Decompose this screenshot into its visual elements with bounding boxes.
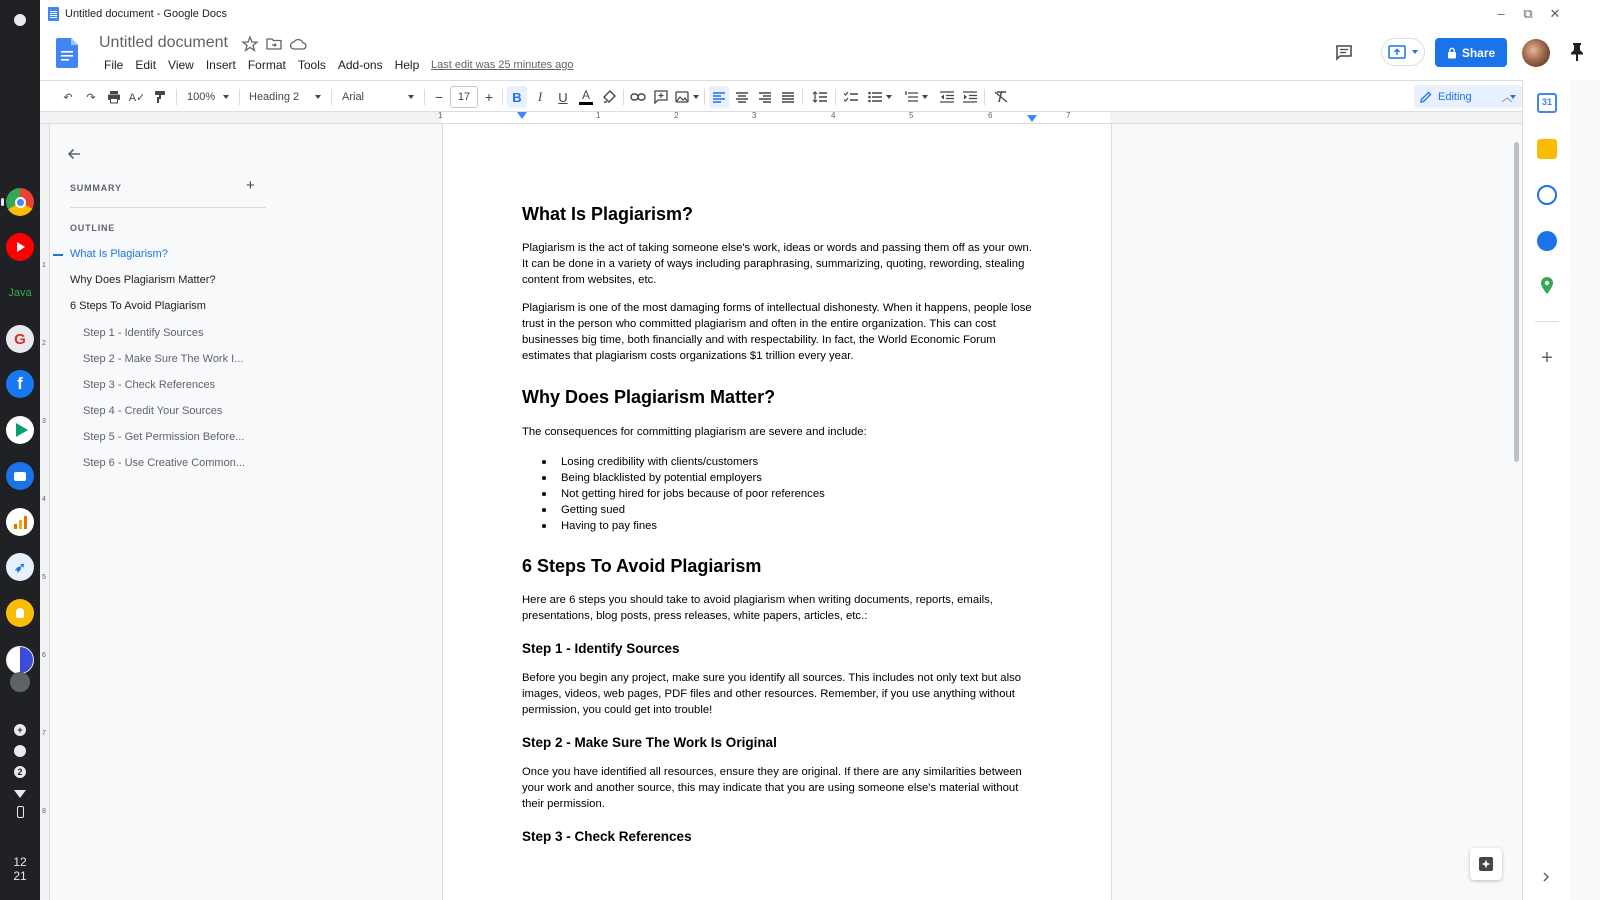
calendar-icon[interactable]: 31 [1537, 93, 1557, 113]
ruler-number: 8 [42, 808, 46, 815]
running-indicator [1, 198, 4, 206]
account-avatar[interactable] [1522, 39, 1550, 67]
insert-link-icon[interactable] [628, 86, 648, 108]
ruler-number: 1 [42, 262, 46, 269]
outline-heading: OUTLINE [70, 223, 116, 233]
bulleted-list-icon [868, 91, 882, 103]
vertical-ruler[interactable] [40, 124, 50, 900]
messages-app-icon[interactable] [6, 462, 34, 490]
move-folder-icon[interactable] [265, 35, 283, 53]
paragraph[interactable]: Plagiarism is one of the most damaging forms of intellectual dishonesty. When it happens, people lose trust in the person who committed plagiarism and often in the entire organization. This can cost businesses big time, both financially and with respectability. In fact, the World Economic Forum estimates that plagiarism costs organizations $1 trillion every year. [522, 302, 1032, 362]
align-center-icon[interactable] [732, 86, 752, 108]
menu-file[interactable]: File [104, 58, 124, 72]
document-page[interactable] [442, 124, 1112, 900]
ruler-number: 4 [831, 111, 836, 120]
docs-logo-icon[interactable] [56, 38, 78, 68]
heading-why-plagiarism-matters[interactable]: Why Does Plagiarism Matter? [522, 387, 776, 407]
outline-item[interactable]: Step 2 - Make Sure The Work I... [83, 353, 244, 365]
menu-view[interactable]: View [168, 58, 194, 72]
status-icon-add[interactable]: + [14, 724, 26, 736]
add-addon-icon[interactable]: + [1541, 347, 1553, 369]
rocket-app-icon[interactable]: ➶ [6, 553, 34, 581]
paragraph[interactable]: Plagiarism is the act of taking someone else's work, ideas or words and passing them off as your own. It can be done in a variety of ways including paraphrasing, summarizing, quoting, rewording, stealing content from websites, etc. [522, 242, 1032, 286]
spellcheck-icon[interactable]: A✓ [128, 91, 146, 104]
list-item[interactable]: Getting sued [542, 502, 1034, 518]
close-icon[interactable]: ✕ [1549, 6, 1561, 21]
ruler-number: 5 [42, 574, 46, 581]
chevron-down-icon [922, 95, 928, 99]
files-app-icon[interactable] [10, 672, 30, 692]
lock-icon [1447, 47, 1457, 59]
outline-active-marker [53, 254, 63, 256]
outline-item[interactable]: What Is Plagiarism? [70, 248, 168, 260]
youtube-music-app-icon[interactable] [6, 233, 34, 261]
ruler-number: 4 [42, 496, 46, 503]
status-icon-dnd[interactable] [14, 745, 26, 757]
formatting-toolbar [40, 80, 1522, 112]
outline-item[interactable]: Why Does Plagiarism Matter? [70, 274, 216, 286]
explore-button[interactable] [1470, 848, 1502, 880]
back-arrow-icon[interactable] [66, 146, 82, 162]
align-left-icon[interactable] [709, 86, 729, 108]
battery-icon [17, 806, 24, 818]
system-shelf [0, 0, 40, 900]
chevron-down-icon [315, 95, 321, 99]
menu-insert[interactable]: Insert [205, 58, 236, 72]
redo-icon[interactable]: ↷ [86, 91, 96, 104]
java-app-icon[interactable]: Java [8, 287, 32, 299]
list-item[interactable]: Losing credibility with clients/customers [542, 454, 1034, 470]
bold-button[interactable]: B [507, 86, 527, 108]
outline-item[interactable]: Step 1 - Identify Sources [83, 327, 204, 339]
grammarly-app-icon[interactable]: G [6, 325, 34, 353]
cloud-saved-icon[interactable] [289, 35, 307, 53]
star-icon[interactable] [241, 35, 259, 53]
left-indent-marker[interactable] [517, 112, 527, 119]
chevron-right-icon[interactable] [1539, 870, 1553, 884]
align-right-icon[interactable] [755, 86, 775, 108]
ruler-page-area [438, 111, 1110, 123]
chevron-down-icon [408, 95, 414, 99]
justify-icon[interactable] [778, 86, 798, 108]
list-item[interactable]: Being blacklisted by potential employers [542, 470, 1034, 486]
list-item[interactable]: Not getting hired for jobs because of poor references [542, 486, 1034, 502]
contacts-icon[interactable] [1537, 231, 1557, 251]
summary-heading: SUMMARY [70, 183, 122, 193]
ruler-number: 1 [438, 111, 443, 120]
side-panel-divider [1535, 321, 1559, 322]
keep-icon[interactable] [1537, 139, 1557, 159]
chrome-app-icon[interactable] [6, 188, 34, 216]
ruler-number: 3 [42, 418, 46, 425]
tasks-icon[interactable] [1537, 185, 1557, 205]
font-size-input[interactable]: 17 [450, 86, 478, 108]
ruler-number: 6 [42, 652, 46, 659]
heading-step-2[interactable]: Step 2 - Make Sure The Work Is Original [522, 735, 777, 750]
image-icon [675, 91, 689, 103]
docs-small-icon [48, 7, 59, 21]
paragraph[interactable]: Before you begin any project, make sure you identify all sources. This includes not only text but also images, videos, web pages, PDF files and other resources. Remember, if you use anything without permission, you could get into trouble! [522, 672, 1022, 716]
outline-item[interactable]: Step 5 - Get Permission Before... [83, 431, 245, 443]
share-button[interactable] [1435, 38, 1507, 67]
highlight-color-icon[interactable] [599, 86, 619, 108]
menu-edit[interactable]: Edit [135, 58, 157, 72]
outline-divider [70, 207, 266, 208]
outline-item[interactable]: Step 6 - Use Creative Common... [83, 457, 246, 469]
numbered-list-button[interactable] [900, 86, 932, 108]
increase-indent-icon[interactable] [960, 86, 980, 108]
menu-tools[interactable]: Tools [297, 58, 326, 72]
increase-font-size-button[interactable]: + [484, 89, 494, 105]
bulleted-list-button[interactable] [865, 86, 895, 108]
maps-icon[interactable] [1537, 276, 1557, 296]
ruler-number: 7 [42, 730, 46, 737]
vertical-scrollbar[interactable] [1511, 124, 1522, 900]
numbered-list-icon [904, 91, 918, 103]
clock[interactable] [0, 855, 40, 883]
facebook-app-icon[interactable]: f [6, 370, 34, 398]
chevron-up-icon[interactable]: ︿ [1501, 92, 1513, 104]
ruler-number: 2 [674, 111, 679, 120]
outline-item[interactable]: Step 3 - Check References [83, 379, 216, 391]
pencil-icon [1420, 91, 1432, 103]
font-select[interactable] [338, 86, 418, 108]
status-tray[interactable] [0, 724, 40, 818]
ruler-number: 3 [752, 111, 757, 120]
docs-header [40, 28, 1600, 80]
paint-format-icon[interactable] [150, 86, 170, 108]
present-icon [1388, 44, 1408, 60]
menu-add-ons[interactable]: Add-ons [337, 58, 383, 72]
ruler-number: 7 [1066, 111, 1071, 120]
document-body[interactable] [522, 204, 1034, 844]
insert-comment-icon[interactable] [651, 86, 671, 108]
scroll-thumb[interactable] [1514, 142, 1519, 462]
keep-app-icon[interactable] [6, 599, 34, 627]
insert-image-button[interactable] [674, 86, 700, 108]
clock-minute: 21 [13, 869, 27, 883]
chevron-down-icon [1412, 50, 1418, 54]
chevron-down-icon [693, 95, 699, 99]
wifi-icon [14, 790, 26, 798]
share-label: Share [1461, 45, 1496, 60]
play-store-app-icon[interactable] [6, 416, 34, 444]
decrease-font-size-button[interactable]: − [434, 89, 444, 105]
style-value: Heading 2 [249, 91, 300, 103]
side-panel [1522, 80, 1570, 900]
document-title-input[interactable]: Untitled document [99, 34, 228, 51]
paragraph[interactable]: Here are 6 steps you should take to avoid plagiarism when writing documents, reports, emails, presentations, blog posts, press releases, white papers, articles, etc.: [522, 594, 993, 622]
chevron-down-icon [886, 95, 892, 99]
window-title: Untitled document - Google Docs [65, 8, 228, 20]
paragraph-style-select[interactable] [245, 86, 325, 108]
italic-button[interactable]: I [537, 89, 543, 104]
chevron-down-icon [223, 95, 229, 99]
print-icon[interactable] [104, 86, 124, 108]
clock-hour: 12 [13, 855, 27, 869]
ruler-number: 2 [42, 340, 46, 347]
menu-format[interactable]: Format [247, 58, 286, 72]
ruler-number: 1 [596, 111, 601, 120]
status-icon-notifications[interactable]: 2 [14, 766, 26, 778]
zoom-value: 100% [187, 91, 216, 103]
heading-step-3[interactable]: Step 3 - Check References [522, 829, 692, 844]
zoom-select[interactable] [183, 86, 233, 108]
heading-step-1[interactable]: Step 1 - Identify Sources [522, 641, 680, 656]
analytics-app-icon[interactable] [6, 508, 34, 536]
user-app-icon[interactable] [6, 646, 34, 674]
outline-item[interactable]: 6 Steps To Avoid Plagiarism [70, 300, 206, 312]
ruler-number: 6 [988, 111, 993, 120]
last-edit-link[interactable]: Last edit was 25 minutes ago [431, 59, 574, 71]
pin-icon[interactable] [1568, 42, 1586, 62]
add-summary-button[interactable]: + [246, 177, 255, 194]
right-indent-marker[interactable] [1027, 115, 1037, 122]
editing-mode-label: Editing [1438, 90, 1472, 103]
document-outline [50, 124, 430, 900]
menu-bar [98, 58, 425, 72]
minimize-icon[interactable]: – [1497, 6, 1505, 21]
list-item[interactable]: Having to pay fines [542, 518, 1034, 534]
menu-help[interactable]: Help [394, 58, 420, 72]
paragraph[interactable]: The consequences for committing plagiarism are severe and include: [522, 426, 867, 438]
clear-formatting-icon[interactable] [991, 86, 1011, 108]
font-value: Arial [342, 91, 365, 103]
window-title-bar [40, 0, 1600, 28]
present-button[interactable] [1381, 38, 1425, 66]
paragraph[interactable]: Once you have identified all resources, ensure they are original. If there are any similarities between your work and another source, this may indicate that you are using someone else's material without their permission. [522, 766, 1022, 810]
launcher-button[interactable] [6, 6, 34, 34]
heading-what-is-plagiarism[interactable]: What Is Plagiarism? [522, 204, 694, 224]
heading-six-steps[interactable]: 6 Steps To Avoid Plagiarism [522, 556, 762, 576]
decrease-indent-icon[interactable] [937, 86, 957, 108]
restore-icon[interactable]: ⧉ [1523, 6, 1533, 21]
underline-button[interactable]: U [558, 89, 568, 105]
undo-icon[interactable]: ↶ [63, 91, 73, 104]
ruler-number: 5 [909, 111, 914, 120]
comment-history-icon[interactable] [1334, 43, 1354, 63]
line-spacing-icon[interactable] [809, 86, 831, 108]
checklist-icon[interactable] [840, 86, 862, 108]
horizontal-ruler[interactable] [40, 112, 1522, 124]
consequences-list[interactable] [542, 454, 1034, 534]
explore-icon [1478, 856, 1494, 872]
outline-item[interactable]: Step 4 - Credit Your Sources [83, 405, 223, 417]
text-color-button[interactable]: A [576, 86, 596, 108]
